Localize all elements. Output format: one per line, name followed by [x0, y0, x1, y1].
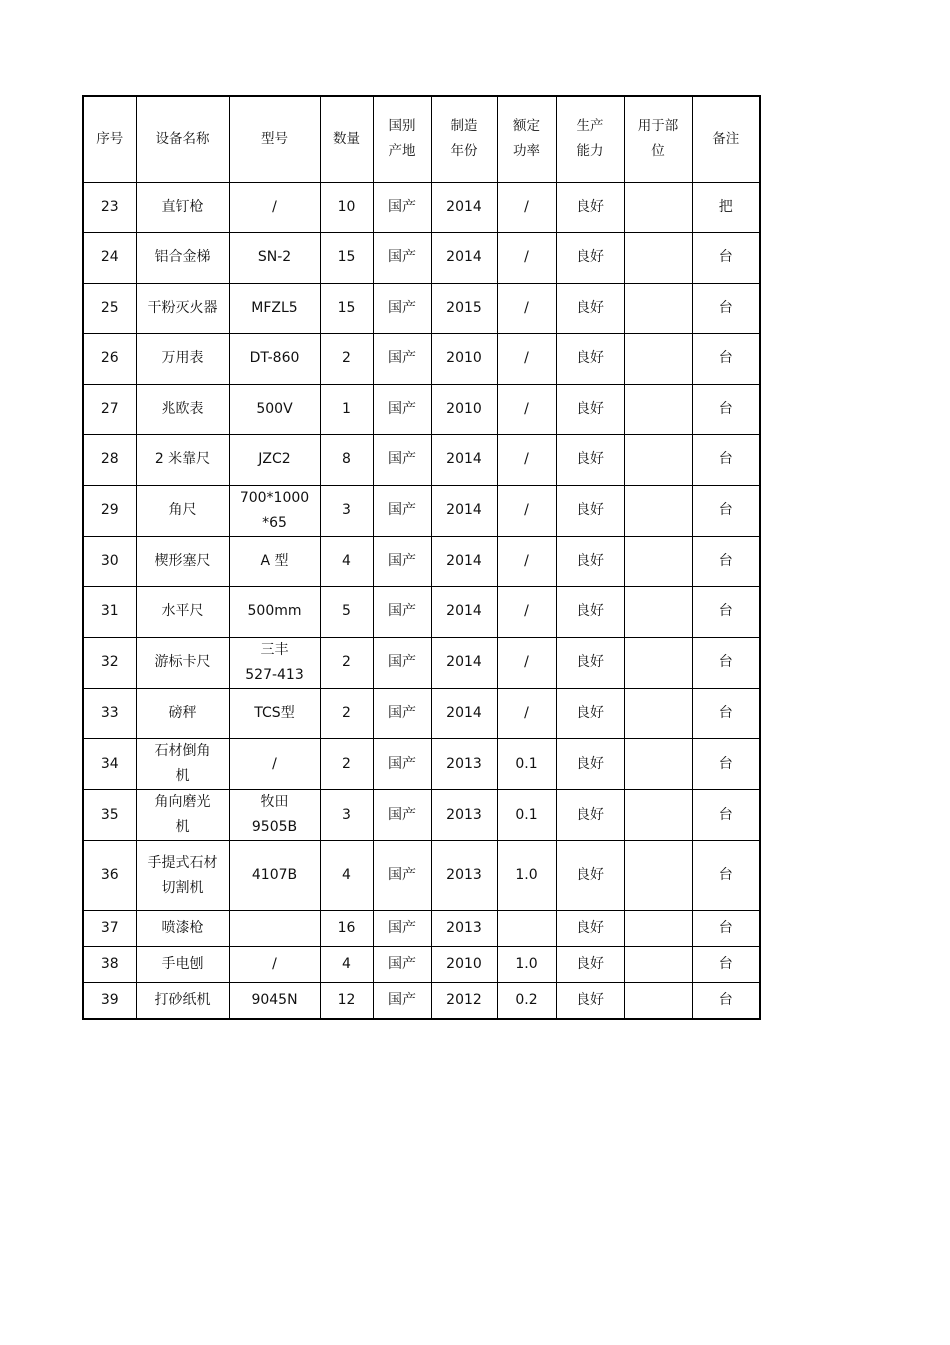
cell-model: [229, 911, 320, 947]
header-qty: 数量: [320, 96, 373, 182]
cell-power: /: [497, 182, 556, 233]
cell-usage: [624, 384, 692, 435]
cell-name: 磅秤: [136, 688, 229, 739]
cell-qty: 2: [320, 739, 373, 790]
header-name: 设备名称: [136, 96, 229, 182]
cell-capacity: 良好: [556, 334, 624, 385]
cell-qty: 5: [320, 587, 373, 638]
cell-model: DT-860: [229, 334, 320, 385]
cell-power: 0.1: [497, 739, 556, 790]
cell-name: 手提式石材 切割机: [136, 841, 229, 911]
table-row: [83, 283, 760, 334]
cell-model: A 型: [229, 536, 320, 587]
cell-remark: 台: [692, 536, 760, 587]
cell-remark: 台: [692, 283, 760, 334]
cell-usage: [624, 947, 692, 983]
cell-qty: 2: [320, 637, 373, 688]
cell-capacity: 良好: [556, 283, 624, 334]
cell-name: 铝合金梯: [136, 233, 229, 284]
cell-usage: [624, 536, 692, 587]
table-row: [83, 182, 760, 233]
cell-year: 2013: [431, 841, 497, 911]
cell-remark: 台: [692, 947, 760, 983]
cell-origin: 国产: [373, 182, 431, 233]
table-row: [83, 536, 760, 587]
cell-power: /: [497, 283, 556, 334]
cell-power: /: [497, 384, 556, 435]
cell-origin: 国产: [373, 536, 431, 587]
cell-model: /: [229, 947, 320, 983]
header-capacity: 生产 能力: [556, 96, 624, 182]
cell-remark: 台: [692, 587, 760, 638]
table-row: [83, 637, 760, 688]
cell-capacity: 良好: [556, 587, 624, 638]
header-usage: 用于部 位: [624, 96, 692, 182]
cell-name: 兆欧表: [136, 384, 229, 435]
cell-year: 2010: [431, 947, 497, 983]
cell-usage: [624, 790, 692, 841]
cell-seq: 25: [83, 283, 136, 334]
cell-qty: 16: [320, 911, 373, 947]
cell-origin: 国产: [373, 587, 431, 638]
cell-year: 2014: [431, 435, 497, 486]
cell-usage: [624, 688, 692, 739]
cell-name: 打砂纸机: [136, 983, 229, 1019]
equipment-table: [82, 95, 761, 1020]
cell-model: TCS型: [229, 688, 320, 739]
cell-seq: 39: [83, 983, 136, 1019]
cell-usage: [624, 334, 692, 385]
header-seq: 序号: [83, 96, 136, 182]
cell-power: 0.1: [497, 790, 556, 841]
cell-capacity: 良好: [556, 435, 624, 486]
cell-seq: 24: [83, 233, 136, 284]
cell-capacity: 良好: [556, 233, 624, 284]
cell-origin: 国产: [373, 485, 431, 536]
cell-capacity: 良好: [556, 536, 624, 587]
header-origin: 国别 产地: [373, 96, 431, 182]
cell-year: 2014: [431, 485, 497, 536]
cell-capacity: 良好: [556, 790, 624, 841]
cell-year: 2015: [431, 283, 497, 334]
cell-origin: 国产: [373, 911, 431, 947]
cell-remark: 台: [692, 911, 760, 947]
cell-model: SN-2: [229, 233, 320, 284]
cell-origin: 国产: [373, 841, 431, 911]
cell-capacity: 良好: [556, 841, 624, 911]
cell-year: 2013: [431, 790, 497, 841]
cell-origin: 国产: [373, 947, 431, 983]
cell-power: /: [497, 688, 556, 739]
cell-name: 干粉灭火器: [136, 283, 229, 334]
cell-origin: 国产: [373, 233, 431, 284]
cell-model: 三丰 527-413: [229, 637, 320, 688]
table-row: [83, 947, 760, 983]
cell-remark: 台: [692, 841, 760, 911]
cell-model: 牧田 9505B: [229, 790, 320, 841]
cell-model: 9045N: [229, 983, 320, 1019]
table-row: [83, 841, 760, 911]
cell-remark: 台: [692, 435, 760, 486]
cell-model: 4107B: [229, 841, 320, 911]
cell-year: 2014: [431, 182, 497, 233]
cell-capacity: 良好: [556, 688, 624, 739]
cell-name: 直钉枪: [136, 182, 229, 233]
cell-qty: 2: [320, 688, 373, 739]
cell-seq: 32: [83, 637, 136, 688]
cell-remark: 台: [692, 688, 760, 739]
cell-usage: [624, 485, 692, 536]
cell-remark: 台: [692, 334, 760, 385]
cell-power: 1.0: [497, 841, 556, 911]
cell-origin: 国产: [373, 435, 431, 486]
cell-model: /: [229, 182, 320, 233]
cell-year: 2014: [431, 587, 497, 638]
cell-usage: [624, 739, 692, 790]
table-header-row: [83, 96, 760, 182]
cell-remark: 台: [692, 384, 760, 435]
cell-qty: 3: [320, 790, 373, 841]
cell-power: /: [497, 637, 556, 688]
cell-name: 角尺: [136, 485, 229, 536]
cell-name: 2 米靠尺: [136, 435, 229, 486]
cell-year: 2013: [431, 739, 497, 790]
table-row: [83, 384, 760, 435]
cell-power: /: [497, 435, 556, 486]
cell-year: 2014: [431, 536, 497, 587]
cell-remark: 台: [692, 637, 760, 688]
cell-origin: 国产: [373, 983, 431, 1019]
cell-seq: 33: [83, 688, 136, 739]
cell-qty: 3: [320, 485, 373, 536]
cell-usage: [624, 587, 692, 638]
table-body: [83, 182, 760, 1019]
cell-year: 2014: [431, 637, 497, 688]
cell-remark: 台: [692, 983, 760, 1019]
cell-seq: 28: [83, 435, 136, 486]
header-power: 额定 功率: [497, 96, 556, 182]
cell-name: 游标卡尺: [136, 637, 229, 688]
cell-model: 500mm: [229, 587, 320, 638]
cell-capacity: 良好: [556, 911, 624, 947]
cell-capacity: 良好: [556, 947, 624, 983]
cell-seq: 23: [83, 182, 136, 233]
cell-seq: 38: [83, 947, 136, 983]
cell-seq: 36: [83, 841, 136, 911]
cell-remark: 台: [692, 485, 760, 536]
cell-power: 1.0: [497, 947, 556, 983]
table-row: [83, 911, 760, 947]
cell-name: 喷漆枪: [136, 911, 229, 947]
cell-qty: 12: [320, 983, 373, 1019]
cell-qty: 4: [320, 947, 373, 983]
cell-name: 石材倒角 机: [136, 739, 229, 790]
cell-power: /: [497, 536, 556, 587]
table-row: [83, 688, 760, 739]
cell-name: 角向磨光 机: [136, 790, 229, 841]
cell-qty: 2: [320, 334, 373, 385]
cell-year: 2010: [431, 334, 497, 385]
cell-seq: 34: [83, 739, 136, 790]
cell-usage: [624, 841, 692, 911]
cell-origin: 国产: [373, 283, 431, 334]
cell-power: 0.2: [497, 983, 556, 1019]
cell-model: MFZL5: [229, 283, 320, 334]
cell-seq: 37: [83, 911, 136, 947]
cell-origin: 国产: [373, 739, 431, 790]
cell-usage: [624, 911, 692, 947]
cell-name: 水平尺: [136, 587, 229, 638]
cell-capacity: 良好: [556, 485, 624, 536]
cell-name: 手电刨: [136, 947, 229, 983]
table-row: [83, 435, 760, 486]
cell-usage: [624, 983, 692, 1019]
cell-remark: 把: [692, 182, 760, 233]
cell-capacity: 良好: [556, 637, 624, 688]
cell-capacity: 良好: [556, 384, 624, 435]
cell-capacity: 良好: [556, 739, 624, 790]
cell-year: 2012: [431, 983, 497, 1019]
cell-power: /: [497, 587, 556, 638]
table-row: [83, 233, 760, 284]
table-row: [83, 790, 760, 841]
cell-model: /: [229, 739, 320, 790]
cell-power: /: [497, 233, 556, 284]
cell-qty: 15: [320, 283, 373, 334]
cell-model: JZC2: [229, 435, 320, 486]
cell-qty: 8: [320, 435, 373, 486]
cell-remark: 台: [692, 233, 760, 284]
cell-model: 700*1000 *65: [229, 485, 320, 536]
cell-usage: [624, 435, 692, 486]
cell-remark: 台: [692, 739, 760, 790]
cell-name: 万用表: [136, 334, 229, 385]
cell-origin: 国产: [373, 384, 431, 435]
cell-name: 楔形塞尺: [136, 536, 229, 587]
table-row: [83, 587, 760, 638]
table-row: [83, 739, 760, 790]
cell-usage: [624, 182, 692, 233]
table-row: [83, 983, 760, 1019]
cell-power: /: [497, 334, 556, 385]
cell-seq: 30: [83, 536, 136, 587]
cell-qty: 4: [320, 841, 373, 911]
cell-qty: 4: [320, 536, 373, 587]
header-year: 制造 年份: [431, 96, 497, 182]
cell-origin: 国产: [373, 637, 431, 688]
cell-power: [497, 911, 556, 947]
cell-origin: 国产: [373, 790, 431, 841]
table-row: [83, 485, 760, 536]
cell-year: 2014: [431, 688, 497, 739]
cell-usage: [624, 283, 692, 334]
cell-origin: 国产: [373, 334, 431, 385]
cell-seq: 31: [83, 587, 136, 638]
cell-remark: 台: [692, 790, 760, 841]
cell-model: 500V: [229, 384, 320, 435]
cell-qty: 15: [320, 233, 373, 284]
cell-seq: 29: [83, 485, 136, 536]
cell-seq: 26: [83, 334, 136, 385]
cell-year: 2013: [431, 911, 497, 947]
cell-qty: 1: [320, 384, 373, 435]
cell-capacity: 良好: [556, 182, 624, 233]
table-row: [83, 334, 760, 385]
cell-usage: [624, 233, 692, 284]
cell-seq: 27: [83, 384, 136, 435]
cell-usage: [624, 637, 692, 688]
cell-year: 2010: [431, 384, 497, 435]
header-remark: 备注: [692, 96, 760, 182]
cell-power: /: [497, 485, 556, 536]
cell-origin: 国产: [373, 688, 431, 739]
cell-qty: 10: [320, 182, 373, 233]
header-model: 型号: [229, 96, 320, 182]
cell-year: 2014: [431, 233, 497, 284]
cell-capacity: 良好: [556, 983, 624, 1019]
cell-seq: 35: [83, 790, 136, 841]
